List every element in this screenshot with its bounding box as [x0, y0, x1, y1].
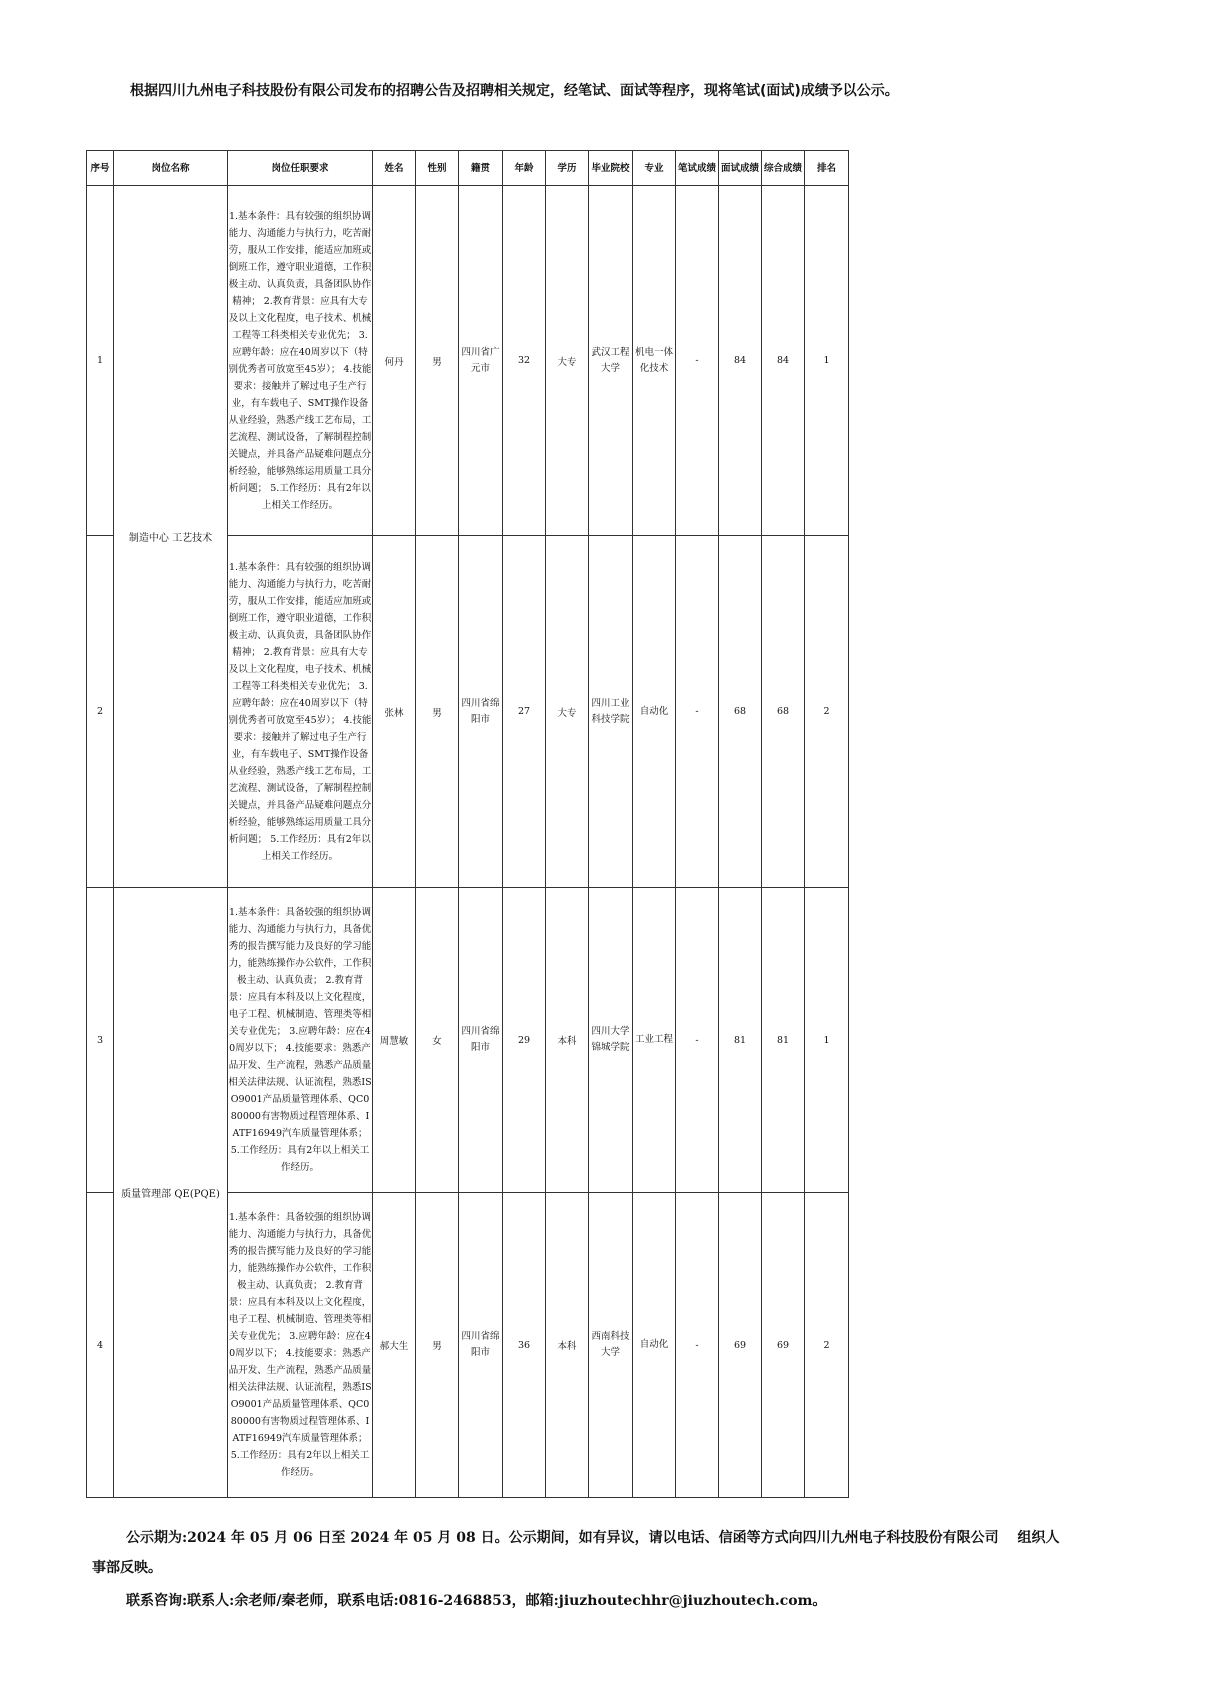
school: 武汉工程大学 [589, 186, 633, 536]
school: 西南科技大学 [589, 1193, 633, 1498]
row-number: 3 [87, 888, 114, 1193]
header-cell: 面试成绩 [719, 151, 762, 186]
written-score: - [676, 888, 719, 1193]
written-score: - [676, 536, 719, 888]
requirements-text: 1.基本条件：具备较强的组织协调能力、沟通能力与执行力，具备优秀的报告撰写能力及良好的学习能力，能熟练操作办公软件，工作积极主动、认真负责； 2.教育背景：应具有本科及以上文化程度，电子工程、机械制造、管理类等相关专业优先； 3.应聘年龄：应在40周岁以下； 4.技能要求：熟悉产品开发、生产流程，熟悉产品质量相关法律法规、认证流程，熟悉ISO9001产品质量管理体系、QC080000有害物质过程管理体系、IATF16949汽车质量管理体系； 5.工作经历：具有2年以上相关工作经历。 [228, 888, 373, 1193]
row-number: 2 [87, 536, 114, 888]
school: 四川工业科技学院 [589, 536, 633, 888]
candidate-name: 何丹 [373, 186, 416, 536]
interview-score: 68 [719, 536, 762, 888]
interview-score: 69 [719, 1193, 762, 1498]
row-number: 4 [87, 1193, 114, 1498]
candidate-name: 张林 [373, 536, 416, 888]
header-cell: 籍贯 [459, 151, 503, 186]
origin: 四川省绵阳市 [459, 1193, 503, 1498]
table-header-row [87, 151, 849, 186]
origin: 四川省绵阳市 [459, 888, 503, 1193]
header-cell: 排名 [805, 151, 849, 186]
education: 本科 [546, 1193, 589, 1498]
total-score: 81 [762, 888, 805, 1193]
table-row [87, 186, 849, 536]
position-name: 质量管理部 QE(PQE) [114, 888, 228, 1498]
education: 大专 [546, 186, 589, 536]
interview-score: 84 [719, 186, 762, 536]
rank: 1 [805, 186, 849, 536]
intro-text: 根据四川九州电子科技股份有限公司发布的招聘公告及招聘相关规定，经笔试、面试等程序，现将笔试(面试)成绩予以公示。 [130, 83, 899, 99]
education: 大专 [546, 536, 589, 888]
gender: 男 [416, 1193, 459, 1498]
total-score: 84 [762, 186, 805, 536]
total-score: 68 [762, 536, 805, 888]
table-row [87, 888, 849, 1193]
school: 四川大学锦城学院 [589, 888, 633, 1193]
written-score: - [676, 1193, 719, 1498]
candidate-name: 郝大生 [373, 1193, 416, 1498]
header-cell: 岗位名称 [114, 151, 228, 186]
candidate-name: 周慧敏 [373, 888, 416, 1193]
header-cell: 性别 [416, 151, 459, 186]
requirements-text: 1.基本条件：具有较强的组织协调能力、沟通能力与执行力，吃苦耐劳，服从工作安排，能适应加班或倒班工作，遵守职业道德，工作积极主动、认真负责，具备团队协作精神； 2.教育背景：应具有大专及以上文化程度，电子技术、机械工程等工科类相关专业优先； 3.应聘年龄：应在40周岁以下（特别优秀者可放宽至45岁）； 4.技能要求：接触并了解过电子生产行业，有车载电子、SMT操作设备从业经验，熟悉产线工艺布局，工艺流程、测试设备，了解制程控制关键点，并具备产品疑难问题点分析经验，能够熟练运用质量工具分析问题； 5.工作经历：具有2年以上相关工作经历。 [228, 186, 373, 536]
notice-period-text-cont: 事部反映。 [92, 1560, 162, 1576]
age: 29 [503, 888, 546, 1193]
age: 36 [503, 1193, 546, 1498]
header-cell: 年龄 [503, 151, 546, 186]
age: 32 [503, 186, 546, 536]
rank: 2 [805, 1193, 849, 1498]
gender: 女 [416, 888, 459, 1193]
notice-period-text: 公示期为:2024 年 05 月 06 日至 2024 年 05 月 08 日。公示期间，如有异议，请以电话、信函等方式向四川九州电子科技股份有限公司 组织人 [126, 1530, 1060, 1546]
header-cell: 综合成绩 [762, 151, 805, 186]
contact-info: 联系咨询:联系人:余老师/秦老师，联系电话:0816-2468853，邮箱:jiuzhoutechhr@jiuzhoutech.com。 [126, 1593, 827, 1609]
origin: 四川省绵阳市 [459, 536, 503, 888]
header-cell: 专业 [633, 151, 676, 186]
rank: 1 [805, 888, 849, 1193]
education: 本科 [546, 888, 589, 1193]
origin: 四川省广元市 [459, 186, 503, 536]
header-cell: 序号 [87, 151, 114, 186]
interview-score: 81 [719, 888, 762, 1193]
row-number: 1 [87, 186, 114, 536]
results-table [86, 150, 849, 1498]
requirements-text: 1.基本条件：具备较强的组织协调能力、沟通能力与执行力，具备优秀的报告撰写能力及良好的学习能力，能熟练操作办公软件，工作积极主动、认真负责； 2.教育背景：应具有本科及以上文化程度，电子工程、机械制造、管理类等相关专业优先； 3.应聘年龄：应在40周岁以下； 4.技能要求：熟悉产品开发、生产流程，熟悉产品质量相关法律法规、认证流程，熟悉ISO9001产品质量管理体系、QC080000有害物质过程管理体系、IATF16949汽车质量管理体系； 5.工作经历：具有2年以上相关工作经历。 [228, 1193, 373, 1498]
requirements-text: 1.基本条件：具有较强的组织协调能力、沟通能力与执行力，吃苦耐劳，服从工作安排，能适应加班或倒班工作，遵守职业道德，工作积极主动、认真负责，具备团队协作精神； 2.教育背景：应具有大专及以上文化程度，电子技术、机械工程等工科类相关专业优先； 3.应聘年龄：应在40周岁以下（特别优秀者可放宽至45岁）； 4.技能要求：接触并了解过电子生产行业，有车载电子、SMT操作设备从业经验，熟悉产线工艺布局，工艺流程、测试设备，了解制程控制关键点，并具备产品疑难问题点分析经验，能够熟练运用质量工具分析问题； 5.工作经历：具有2年以上相关工作经历。 [228, 536, 373, 888]
header-cell: 毕业院校 [589, 151, 633, 186]
header-cell: 姓名 [373, 151, 416, 186]
major: 自动化 [633, 536, 676, 888]
age: 27 [503, 536, 546, 888]
gender: 男 [416, 186, 459, 536]
header-cell: 学历 [546, 151, 589, 186]
header-cell: 岗位任职要求 [228, 151, 373, 186]
position-name: 制造中心 工艺技术 [114, 186, 228, 888]
total-score: 69 [762, 1193, 805, 1498]
gender: 男 [416, 536, 459, 888]
major: 自动化 [633, 1193, 676, 1498]
major: 机电一体化技术 [633, 186, 676, 536]
major: 工业工程 [633, 888, 676, 1193]
rank: 2 [805, 536, 849, 888]
header-cell: 笔试成绩 [676, 151, 719, 186]
written-score: - [676, 186, 719, 536]
